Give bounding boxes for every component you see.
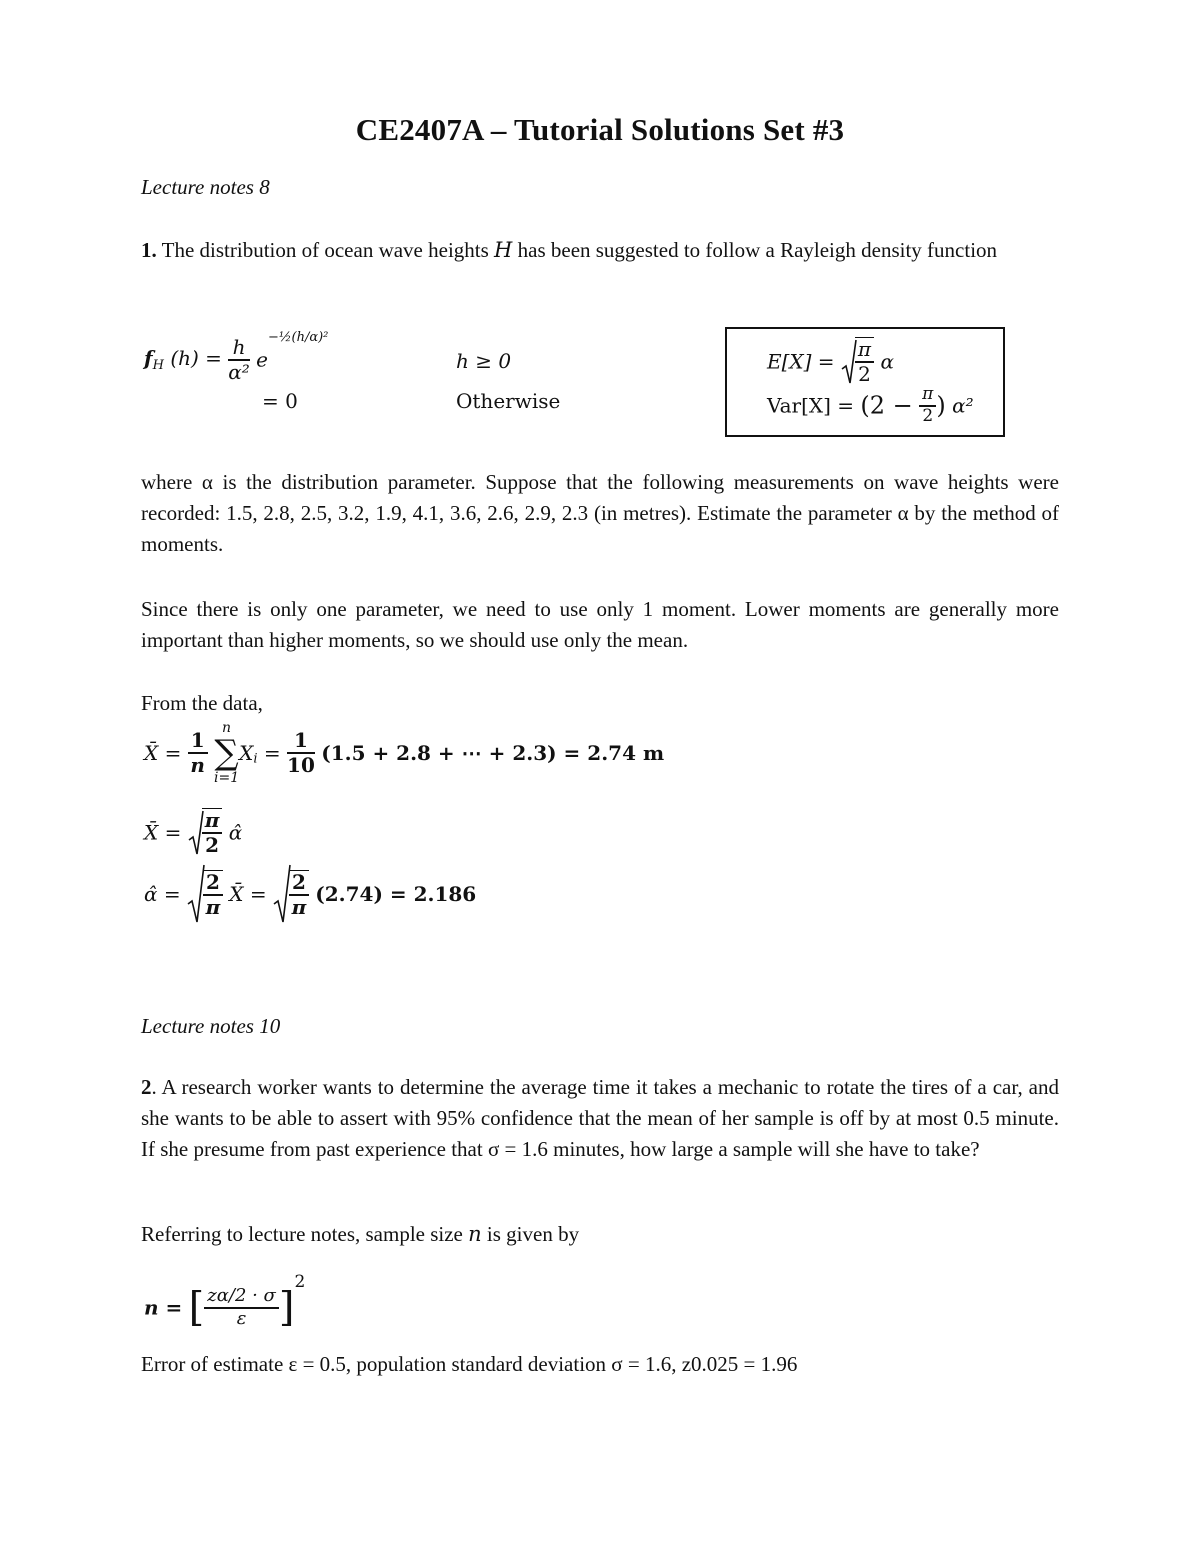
sample-size-formula: n = [ $\frac{z\alpha/2 \cdot \sigma}{\varepsilon}$ ]$^2$ bbox=[144, 1272, 306, 1331]
from-data-label: From the data, bbox=[141, 691, 263, 715]
pdf-zero: = 0 bbox=[262, 389, 298, 413]
var-den: 2 bbox=[922, 405, 934, 426]
pdf-lhs-sub: H bbox=[152, 358, 164, 373]
pdf-fraction bbox=[228, 336, 250, 384]
sum-icon: ∑ bbox=[214, 733, 239, 774]
mean-moment-equation: X̄ = $\frac{\pi}{2}$ α̂ bbox=[144, 808, 243, 857]
pdf-exponent: −½(h/α)² bbox=[268, 330, 329, 345]
pdf-exp-base: e bbox=[256, 347, 269, 372]
problem-text: where α is the distribution parameter. Suppose that the following measurements on wave heights were recorded: 1.5, 2.8, 2.5, 3.2, 1.9, 4.1, 3.6, 2.6, 2.9, 2.3 (in metres). Estimate the parameter α by the method of moments. bbox=[141, 470, 1059, 556]
error-of-estimate: Error of estimate ε = 0.5, population standard deviation σ = 1.6, z0.025 = 1.96 bbox=[141, 1352, 798, 1376]
lecture-label-10: Lecture notes 10 bbox=[141, 1014, 281, 1038]
question-variable: H bbox=[494, 238, 513, 262]
explanation-text: Since there is only one parameter, we need to use only 1 moment. Lower moments are generally more important than higher moments, so we should use only the mean. bbox=[141, 597, 1059, 652]
question-2 bbox=[141, 1072, 1059, 1165]
page-title: CE2407A – Tutorial Solutions Set #3 bbox=[355, 112, 845, 147]
pdf-condition-1: h ≥ 0 bbox=[456, 349, 512, 373]
var-tail: α² bbox=[952, 393, 974, 418]
pdf-condition-2: Otherwise bbox=[456, 389, 561, 413]
pdf-den: α² bbox=[228, 359, 250, 384]
eq3-result: (2.74) = 2.186 bbox=[315, 882, 477, 906]
mean-formula: E[X] = $\frac{\pi}{2}$ α bbox=[767, 337, 894, 386]
question-1 bbox=[141, 235, 1059, 266]
sample-size-ref: Referring to lecture notes, sample size n is given by bbox=[141, 1222, 580, 1246]
question-text-a: The distribution of ocean wave heights bbox=[161, 238, 489, 262]
eq1-f2-den: 10 bbox=[287, 753, 315, 778]
moments-box bbox=[725, 327, 1005, 437]
eq1-f2-num: 1 bbox=[287, 729, 315, 754]
eq1-result: (1.5 + 2.8 + ⋯ + 2.3) = 2.74 m bbox=[321, 741, 665, 766]
mean-equation: X̄ = $\frac{1}{n}$ n ∑ i=1 $X_i$ = $\frac{1}{10}$ (1.5 + 2.8 + ⋯ + 2.3) = 2.74 m bbox=[144, 720, 665, 787]
mean-tail: α bbox=[880, 349, 894, 374]
eq1-f1-num: 1 bbox=[188, 729, 208, 754]
variance-formula: Var[X] = (2 − $\frac{\pi}{2}$ ) α² bbox=[767, 384, 974, 426]
mean-den: 2 bbox=[858, 362, 871, 386]
pdf-lhs-arg: (h) = bbox=[170, 346, 222, 370]
mean-num: π bbox=[855, 338, 874, 363]
rayleigh-pdf bbox=[144, 330, 328, 384]
summation: n ∑ i=1 bbox=[214, 720, 240, 787]
question-2-text: . A research worker wants to determine the average time it takes a mechanic to rotate the tires of a car, and she wants to be able to assert with 95% confidence that the mean of her sample is off by at most 0.5 minute. If she presume from past experience that σ = 1.6 minutes, how large a sample will she have to take? bbox=[141, 1075, 1059, 1161]
pdf-num: h bbox=[228, 336, 250, 361]
var-num: π bbox=[919, 385, 936, 407]
eq1-f1-den: n bbox=[190, 753, 205, 778]
alpha-estimate-equation: α̂ = $\frac{2}{\pi}$ X̄ = $\frac{2}{\pi}$ (2.74) = 2.186 bbox=[144, 864, 476, 924]
lecture-label-8: Lecture notes 8 bbox=[141, 175, 270, 199]
question-number: 2 bbox=[141, 1075, 152, 1099]
question-text-b: has been suggested to follow a Rayleigh density function bbox=[517, 238, 998, 262]
question-number: 1. bbox=[141, 238, 157, 262]
pdf-lhs: f bbox=[144, 346, 153, 370]
